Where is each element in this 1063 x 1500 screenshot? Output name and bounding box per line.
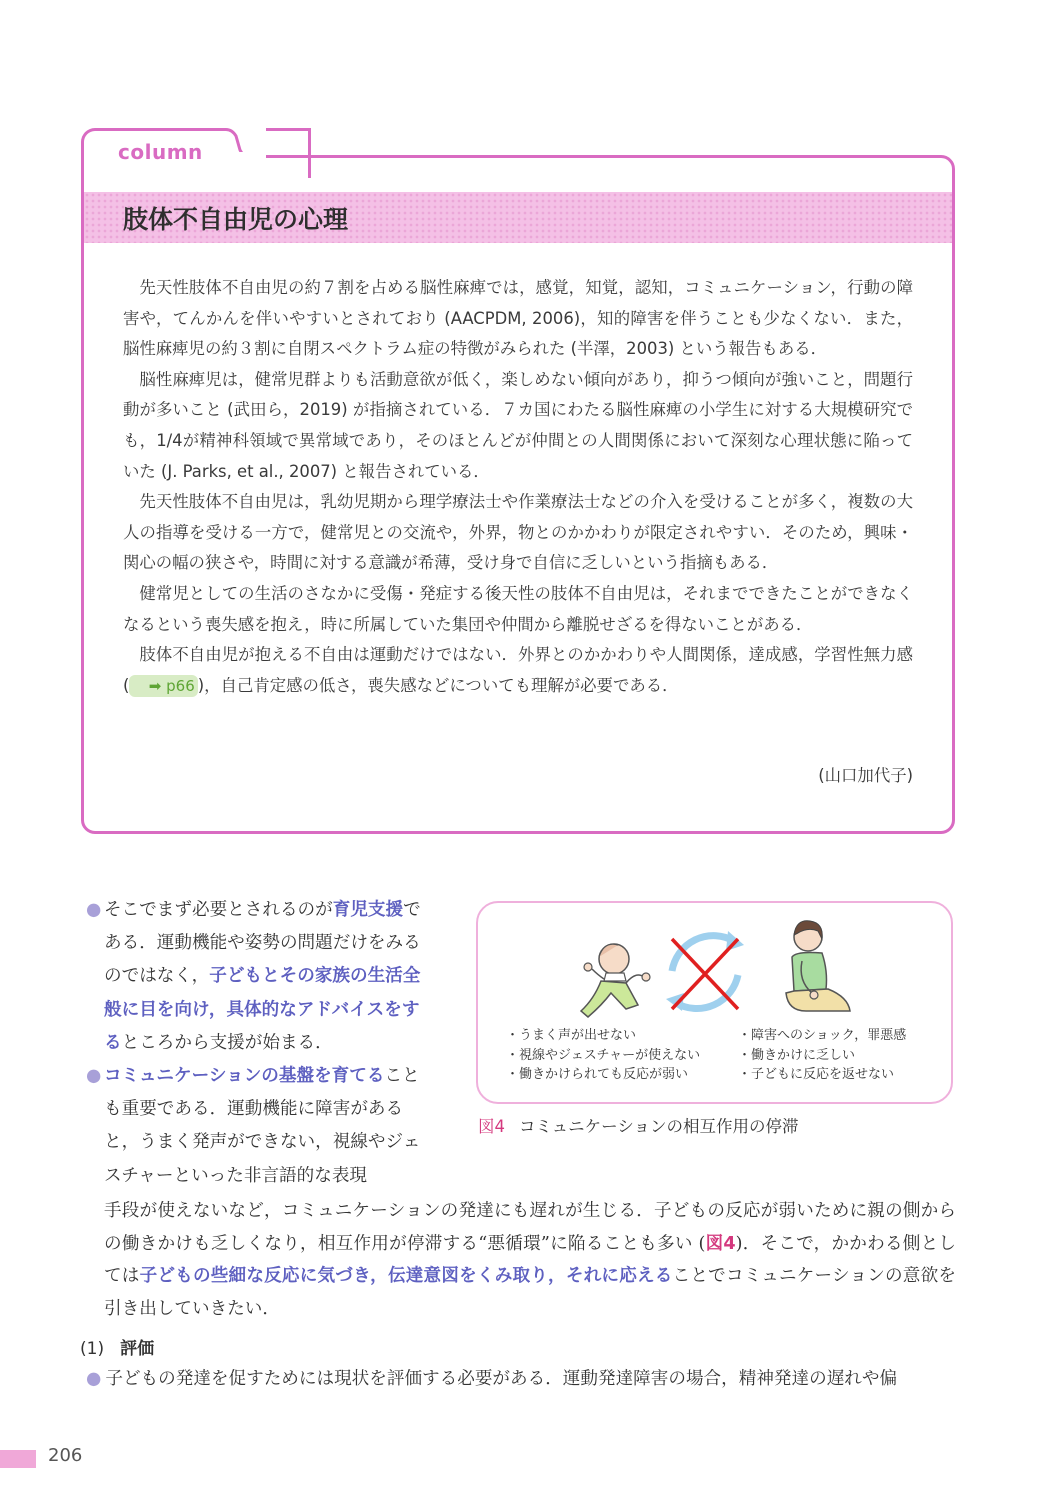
section-title: 評価 bbox=[120, 1339, 155, 1359]
list-item: ・ 障害へのショック，罪悪感 bbox=[738, 1026, 906, 1046]
column-title: 肢体不自由児の心理 bbox=[123, 205, 349, 234]
column-paragraph: 先天性肢体不自由児は，乳幼児期から理学療法士や作業療法士などの介入を受けることが多く，複数の大人の指導を受ける一方で，健常児との交流や，外界，物とのかかわりが限定されやすい．そのため，興味・関心の幅の狭さや，時間に対する意識が希薄，受け身で自信に乏しいという指摘もある． bbox=[123, 492, 913, 573]
highlight-text: コミュニケーションの基盤を育てる bbox=[104, 1066, 385, 1087]
figure-caption bbox=[478, 1113, 799, 1137]
list-item: ・ 視線やジェスチャーが使えない bbox=[506, 1046, 700, 1066]
body-text: ことも重要である．運動機能に障害があると，うまく発声ができない，視線やジェスチャーといった非言語的な表現 bbox=[104, 1066, 421, 1186]
list-item: ・ 働きかけられても反応が弱い bbox=[506, 1065, 700, 1085]
figure-reference-link[interactable]: 図4 bbox=[705, 1233, 736, 1254]
body-text: ところから支援が始まる． bbox=[121, 1032, 333, 1053]
parent-difficulties-list bbox=[738, 1026, 906, 1085]
figure-illustration bbox=[476, 901, 953, 1031]
column-paragraph bbox=[123, 640, 913, 701]
bullet-icon: ● bbox=[86, 1066, 102, 1087]
bullet-paragraph bbox=[86, 1060, 431, 1193]
column-text: 肢体不自由児が抱える不自由は運動だけではない．外界とのかかわりや人間関係，達成感，学習性無力感 ( bbox=[123, 645, 913, 695]
arrow-right-icon: ➡ bbox=[148, 676, 162, 695]
column-label: column bbox=[118, 140, 203, 164]
page-tab-marker bbox=[0, 1450, 36, 1468]
column-paragraph: 脳性麻痺児は，健常児群よりも活動意欲が低く，楽しめない傾向があり，抑うつ傾向が強いこと，問題行動が多いこと (武田ら，2019) が指摘されている．７カ国にわたる脳性麻痺の小学生に対する大規模研究でも，1/4が精神科領域で異常域であり，そのほとんどが仲間との人間関係において深刻な心理状態に陥っていた (J. Parks, et al., 2007) と報告されている． bbox=[123, 369, 913, 481]
list-item: ・ 子どもに反応を返せない bbox=[738, 1065, 906, 1085]
figure-caption-text: コミュニケーションの相互作用の停滞 bbox=[519, 1117, 799, 1136]
mother-illustration bbox=[786, 921, 850, 1011]
column-author: (山口加代子) bbox=[818, 766, 913, 785]
continued-paragraph bbox=[104, 1195, 956, 1325]
page-reference-label: p66 bbox=[166, 676, 195, 695]
page-number: 206 bbox=[48, 1445, 83, 1466]
body-text: そこでまず必要とされるのが bbox=[104, 900, 333, 920]
bullet-icon: ● bbox=[86, 1369, 102, 1389]
baby-illustration bbox=[581, 944, 650, 1017]
body-text: 子どもの発達を促すためには現状を評価する必要がある．運動発達障害の場合，精神発達の遅れや偏 bbox=[105, 1369, 898, 1389]
figure-label: 図4 bbox=[478, 1117, 505, 1136]
highlight-text: 子どもとその家族の生活全般に目を向け，具体的なアドバイスをする bbox=[104, 966, 421, 1053]
column-paragraph: 健常児としての生活のさなかに受傷・発症する後天性の肢体不自由児は，それまでできたことができなくなるという喪失感を抱え，時に所属していた集団や仲間から離脱せざるを得ないことがある． bbox=[123, 583, 913, 634]
list-item: ・ うまく声が出せない bbox=[506, 1026, 700, 1046]
bullet-icon: ● bbox=[86, 900, 102, 920]
vicious-cycle-icon bbox=[666, 931, 744, 1011]
body-text: )．そこで，かかわる側としては bbox=[104, 1233, 957, 1287]
body-text: ことでコミュニケーションの意欲を引き出していきたい． bbox=[104, 1266, 956, 1319]
column-paragraph: 先天性肢体不自由児の約７割を占める脳性麻痺では，感覚，知覚，認知，コミュニケーション，行動の障害や，てんかんを伴いやすいとされており (AACPDM, 2006)，知的障害を伴うことも少なくない．また，脳性麻痺児の約３割に自閉スペクトラム症の特徴がみられた (半澤，2003) という報告もある． bbox=[123, 278, 913, 359]
highlight-text: 育児支援 bbox=[332, 900, 404, 920]
highlight-text: 子どもの些細な反応に気づき，伝達意図をくみ取り，それに応える bbox=[139, 1266, 673, 1287]
section-heading bbox=[80, 1334, 154, 1359]
column-body bbox=[123, 273, 913, 701]
body-text: 手段が使えないなど，コミュニケーションの発達にも遅れが生じる．子どもの反応が弱いために親の側からの働きかけも乏しくなり，相互作用が停滞する“悪循環”に陥ることも多い ( bbox=[104, 1201, 956, 1254]
page-reference-link[interactable] bbox=[129, 675, 197, 697]
main-left-text bbox=[86, 894, 431, 1193]
column-text: )，自己肯定感の低さ，喪失感などについても理解が必要である． bbox=[197, 675, 679, 695]
bullet-paragraph bbox=[86, 894, 431, 1060]
list-item: ・ 働きかけに乏しい bbox=[738, 1046, 906, 1066]
child-difficulties-list bbox=[506, 1026, 700, 1085]
section-number: (1) bbox=[80, 1339, 105, 1359]
body-text: である．運動機能や姿勢の問題だけをみるのではなく， bbox=[104, 900, 421, 987]
bullet-paragraph bbox=[86, 1363, 961, 1395]
